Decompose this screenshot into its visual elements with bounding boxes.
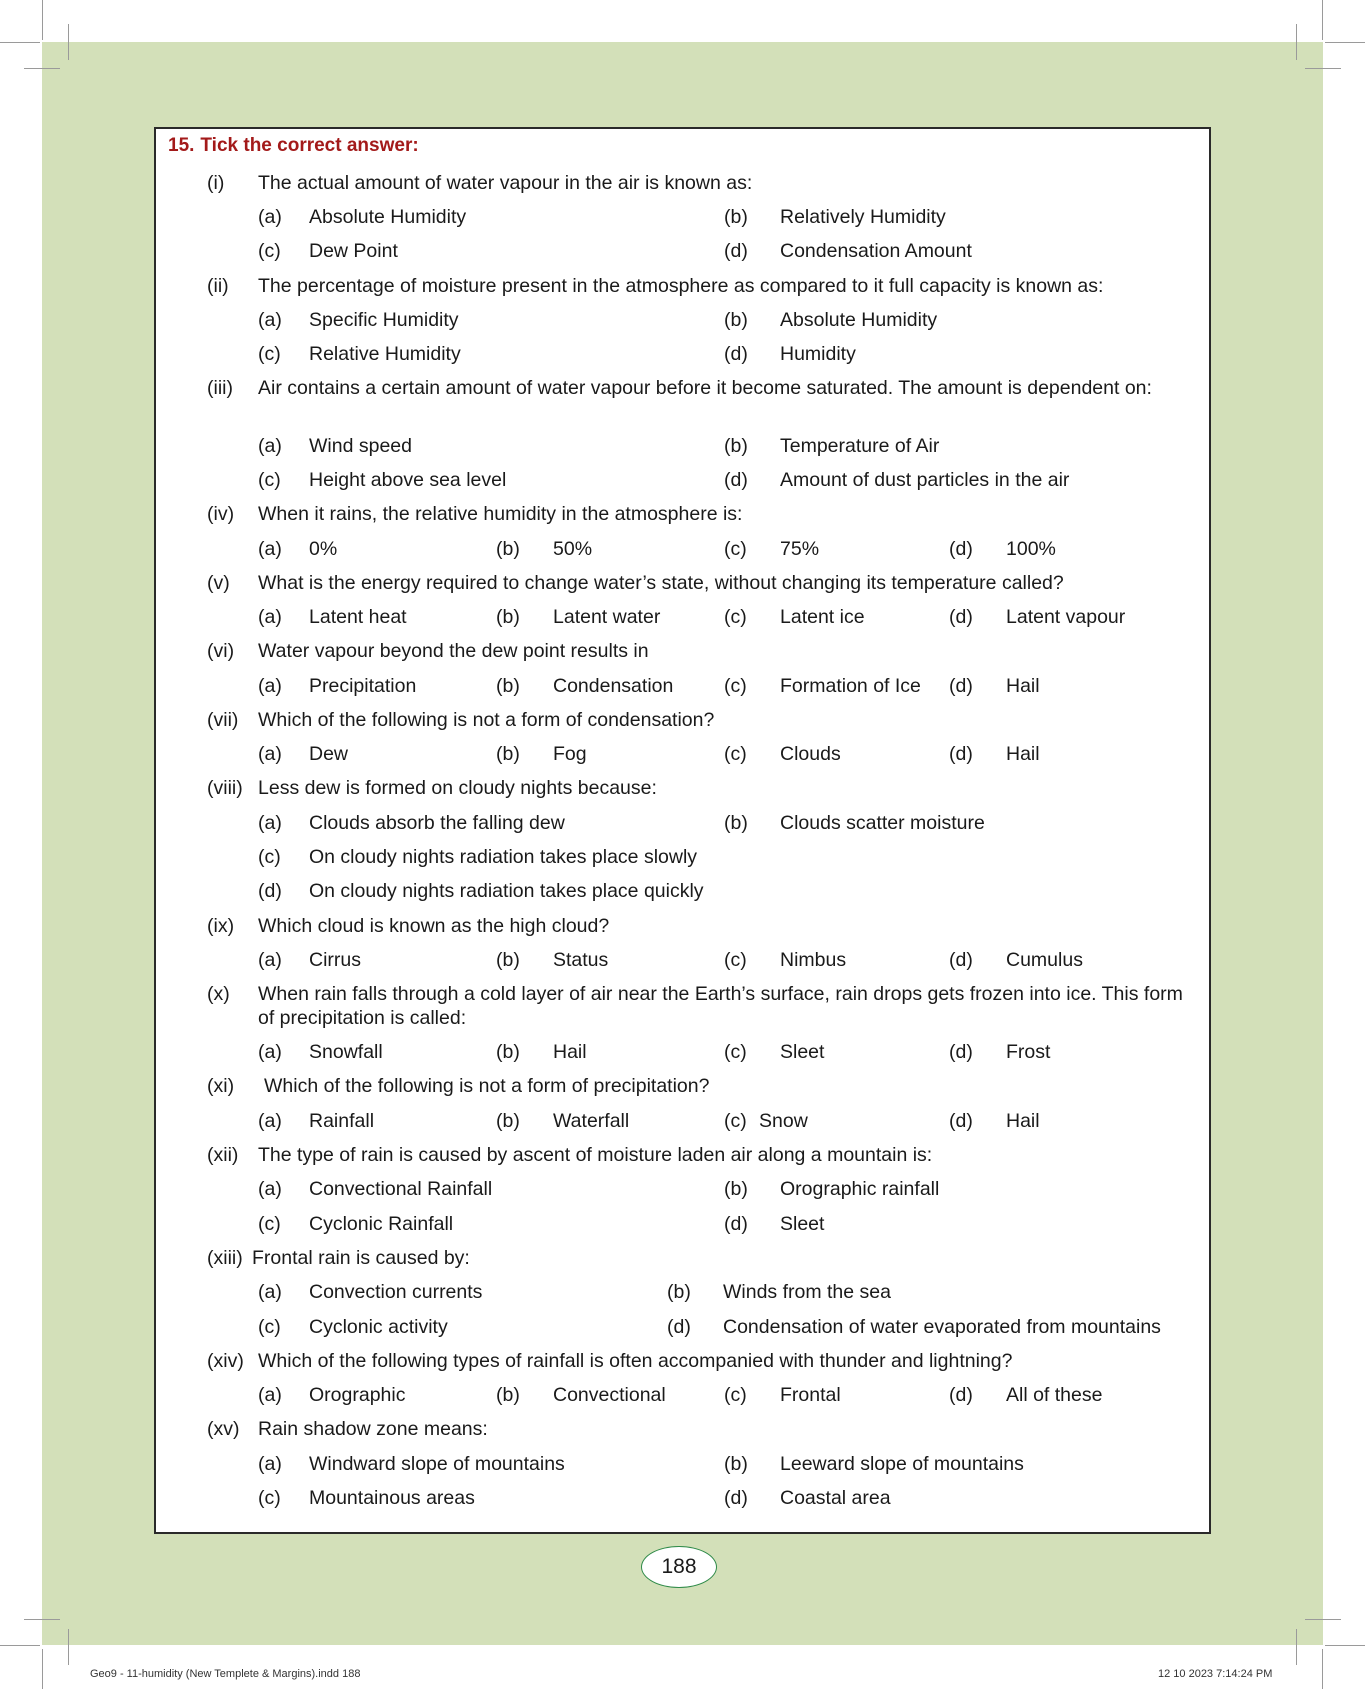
option-label[interactable]: (c)	[724, 949, 747, 971]
option-label[interactable]: (a)	[258, 1041, 282, 1063]
exercise-number: 15.	[168, 135, 195, 156]
crop-mark	[1325, 42, 1365, 43]
option-label[interactable]: (c)	[258, 240, 281, 262]
crop-mark	[0, 1645, 40, 1646]
option-label[interactable]: (c)	[724, 675, 747, 697]
crop-mark	[68, 24, 69, 60]
option-text: Absolute Humidity	[780, 309, 938, 331]
option-label[interactable]: (c)	[258, 343, 281, 365]
option-label[interactable]: (a)	[258, 309, 282, 331]
option-text: Temperature of Air	[780, 435, 940, 457]
option-text: Rainfall	[309, 1110, 375, 1132]
question-text: Less dew is formed on cloudy nights because:	[258, 777, 657, 799]
option-text: Convectional Rainfall	[309, 1178, 493, 1200]
option-text: Status	[553, 949, 609, 971]
option-label[interactable]: (c)	[724, 538, 747, 560]
option-label[interactable]: (a)	[258, 675, 282, 697]
option-label[interactable]: (c)	[724, 743, 747, 765]
option-text: Absolute Humidity	[309, 206, 467, 228]
option-text: Orographic rainfall	[780, 1178, 940, 1200]
option-label[interactable]: (a)	[258, 812, 282, 834]
option-text: Nimbus	[780, 949, 847, 971]
option-text: 100%	[1006, 538, 1056, 560]
option-text: Specific Humidity	[309, 309, 459, 331]
option-label[interactable]: (d)	[724, 1213, 748, 1235]
question-number: (xii)	[207, 1144, 239, 1166]
option-label[interactable]: (d)	[949, 1110, 973, 1132]
option-label[interactable]: (d)	[949, 675, 973, 697]
option-text: Coastal area	[780, 1487, 891, 1509]
option-label[interactable]: (c)	[258, 1487, 281, 1509]
option-text: Amount of dust particles in the air	[780, 469, 1070, 491]
option-label[interactable]: (a)	[258, 206, 282, 228]
option-text: Condensation	[553, 675, 674, 697]
option-label[interactable]: (a)	[258, 949, 282, 971]
option-text: Latent water	[553, 606, 661, 628]
option-text: Convectional	[553, 1384, 666, 1406]
question-text: The percentage of moisture present in the atmosphere as compared to it full capacity is known as:	[258, 275, 1104, 297]
option-label[interactable]: (a)	[258, 1178, 282, 1200]
option-text: Cumulus	[1006, 949, 1083, 971]
option-text: Condensation of water evaporated from mountains	[723, 1316, 1161, 1338]
option-label[interactable]: (a)	[258, 1281, 282, 1303]
option-text: Snowfall	[309, 1041, 383, 1063]
crop-mark	[24, 68, 60, 69]
option-label[interactable]: (b)	[724, 435, 748, 457]
option-label[interactable]: (c)	[724, 1041, 747, 1063]
option-label[interactable]: (a)	[258, 1453, 282, 1475]
crop-mark	[24, 1619, 60, 1620]
crop-mark	[1305, 68, 1341, 69]
option-text: Convection currents	[309, 1281, 483, 1303]
option-text: Formation of Ice	[780, 675, 921, 697]
option-text: Frost	[1006, 1041, 1051, 1063]
option-label[interactable]: (d)	[667, 1316, 691, 1338]
option-label[interactable]: (b)	[724, 206, 748, 228]
option-label[interactable]: (c)	[724, 606, 747, 628]
question-text: Frontal rain is caused by:	[252, 1247, 470, 1269]
question-number: (vii)	[207, 709, 239, 731]
option-label[interactable]: (a)	[258, 1110, 282, 1132]
exercise-heading	[168, 135, 419, 157]
option-text: Hail	[1006, 675, 1040, 697]
option-text: Hail	[1006, 1110, 1040, 1132]
question-text: When it rains, the relative humidity in the atmosphere is:	[258, 503, 743, 525]
option-label[interactable]: (c)	[258, 846, 281, 868]
option-text: Cyclonic Rainfall	[309, 1213, 454, 1235]
option-text: Height above sea level	[309, 469, 507, 491]
option-text: Hail	[553, 1041, 587, 1063]
question-number: (ii)	[207, 275, 229, 297]
question-number: (i)	[207, 172, 225, 194]
crop-mark	[1325, 1645, 1365, 1646]
question-number: (ix)	[207, 915, 235, 937]
option-label[interactable]: (d)	[949, 606, 973, 628]
option-label[interactable]: (d)	[724, 1487, 748, 1509]
option-text: Relative Humidity	[309, 343, 461, 365]
option-label[interactable]: (d)	[949, 1384, 973, 1406]
question-number: (v)	[207, 572, 230, 594]
question-text: Which of the following types of rainfall is often accompanied with thunder and lightning?	[258, 1350, 1013, 1372]
option-label[interactable]: (d)	[949, 949, 973, 971]
question-text: The type of rain is caused by ascent of moisture laden air along a mountain is:	[258, 1144, 933, 1166]
crop-mark	[42, 0, 43, 40]
question-number: (xiii)	[207, 1247, 243, 1269]
option-text: Precipitation	[309, 675, 417, 697]
crop-mark	[68, 1629, 69, 1665]
question-text: Rain shadow zone means:	[258, 1418, 488, 1440]
exercise-title: Tick the correct answer:	[200, 135, 419, 156]
option-text: 75%	[780, 538, 820, 560]
option-label[interactable]: (a)	[258, 606, 282, 628]
option-text: Cyclonic activity	[309, 1316, 448, 1338]
question-number: (xi)	[207, 1075, 235, 1097]
option-text: Cirrus	[309, 949, 361, 971]
option-text: Relatively Humidity	[780, 206, 946, 228]
option-text: Clouds	[780, 743, 841, 765]
option-text: Frontal	[780, 1384, 841, 1406]
option-label[interactable]: (b)	[496, 743, 520, 765]
question-text: Air contains a certain amount of water vapour before it become saturated. The amount is dependent on:	[258, 377, 1152, 399]
option-text: Snow	[759, 1110, 808, 1132]
option-label[interactable]: (a)	[258, 538, 282, 560]
option-text: Mountainous areas	[309, 1487, 475, 1509]
option-text: Sleet	[780, 1041, 825, 1063]
option-text: Clouds scatter moisture	[780, 812, 985, 834]
option-text: Condensation Amount	[780, 240, 972, 262]
option-label[interactable]: (b)	[724, 812, 748, 834]
option-text: Fog	[553, 743, 587, 765]
option-label[interactable]: (b)	[724, 1453, 748, 1475]
option-label[interactable]: (a)	[258, 435, 282, 457]
question-number: (x)	[207, 983, 230, 1005]
question-text: Which of the following is not a form of precipitation?	[264, 1075, 710, 1097]
question-text: Which cloud is known as the high cloud?	[258, 915, 610, 937]
option-label[interactable]: (d)	[949, 743, 973, 765]
option-text: Winds from the sea	[723, 1281, 891, 1303]
option-label[interactable]: (d)	[724, 343, 748, 365]
question-text: Which of the following is not a form of condensation?	[258, 709, 715, 731]
crop-mark	[1296, 1629, 1297, 1665]
option-text: 0%	[309, 538, 338, 560]
option-text: Wind speed	[309, 435, 412, 457]
option-label[interactable]: (c)	[724, 1110, 747, 1132]
option-label[interactable]: (d)	[724, 240, 748, 262]
crop-mark	[42, 1649, 43, 1689]
footer-filename: Geo9 - 11-humidity (New Templete & Margins).indd 188	[90, 1668, 361, 1680]
option-label[interactable]: (c)	[724, 1384, 747, 1406]
option-label[interactable]: (b)	[724, 1178, 748, 1200]
question-number: (viii)	[207, 777, 243, 799]
option-text: Waterfall	[553, 1110, 630, 1132]
option-text: Windward slope of mountains	[309, 1453, 565, 1475]
option-text: All of these	[1006, 1384, 1103, 1406]
option-text: Hail	[1006, 743, 1040, 765]
crop-mark	[1322, 0, 1323, 40]
option-text: 50%	[553, 538, 593, 560]
option-label[interactable]: (b)	[724, 309, 748, 331]
option-label[interactable]: (b)	[496, 1384, 520, 1406]
page-number: 188	[641, 1546, 717, 1588]
question-text: When rain falls through a cold layer of air near the Earth’s surface, rain drops gets frozen into ice. This form of precipitation is called:	[258, 983, 1183, 1029]
option-text: Dew	[309, 743, 349, 765]
option-label[interactable]: (c)	[258, 1213, 281, 1235]
option-label[interactable]: (b)	[496, 538, 520, 560]
option-text: On cloudy nights radiation takes place quickly	[309, 880, 704, 902]
crop-mark	[1322, 1649, 1323, 1689]
question-text: What is the energy required to change water’s state, without changing its temperature called?	[258, 572, 1064, 594]
option-text: Latent ice	[780, 606, 865, 628]
option-text: On cloudy nights radiation takes place slowly	[309, 846, 698, 868]
question-number: (xiv)	[207, 1350, 244, 1372]
option-text: Leeward slope of mountains	[780, 1453, 1024, 1475]
option-label[interactable]: (d)	[258, 880, 282, 902]
option-label[interactable]: (b)	[496, 1041, 520, 1063]
question-number: (iii)	[207, 377, 233, 399]
option-label[interactable]: (a)	[258, 1384, 282, 1406]
option-label[interactable]: (b)	[667, 1281, 691, 1303]
question-number: (iv)	[207, 503, 235, 525]
question-text: The actual amount of water vapour in the air is known as:	[258, 172, 753, 194]
option-label[interactable]: (b)	[496, 675, 520, 697]
crop-mark	[0, 42, 40, 43]
question-box	[154, 127, 1211, 1534]
option-label[interactable]: (c)	[258, 1316, 281, 1338]
option-text: Dew Point	[309, 240, 398, 262]
question-text: Water vapour beyond the dew point results in	[258, 640, 649, 662]
option-text: Clouds absorb the falling dew	[309, 812, 565, 834]
option-text: Latent vapour	[1006, 606, 1126, 628]
option-label[interactable]: (d)	[949, 538, 973, 560]
option-text: Sleet	[780, 1213, 825, 1235]
question-number: (xv)	[207, 1418, 240, 1440]
option-label[interactable]: (c)	[258, 469, 281, 491]
crop-mark	[1305, 1619, 1341, 1620]
option-text: Orographic	[309, 1384, 406, 1406]
crop-mark	[1296, 24, 1297, 60]
option-label[interactable]: (d)	[724, 469, 748, 491]
option-label[interactable]: (b)	[496, 1110, 520, 1132]
footer-timestamp: 12 10 2023 7:14:24 PM	[1158, 1668, 1273, 1680]
option-label[interactable]: (b)	[496, 606, 520, 628]
option-label[interactable]: (b)	[496, 949, 520, 971]
option-label[interactable]: (a)	[258, 743, 282, 765]
option-label[interactable]: (d)	[949, 1041, 973, 1063]
option-text: Latent heat	[309, 606, 407, 628]
question-number: (vi)	[207, 640, 235, 662]
option-text: Humidity	[780, 343, 856, 365]
